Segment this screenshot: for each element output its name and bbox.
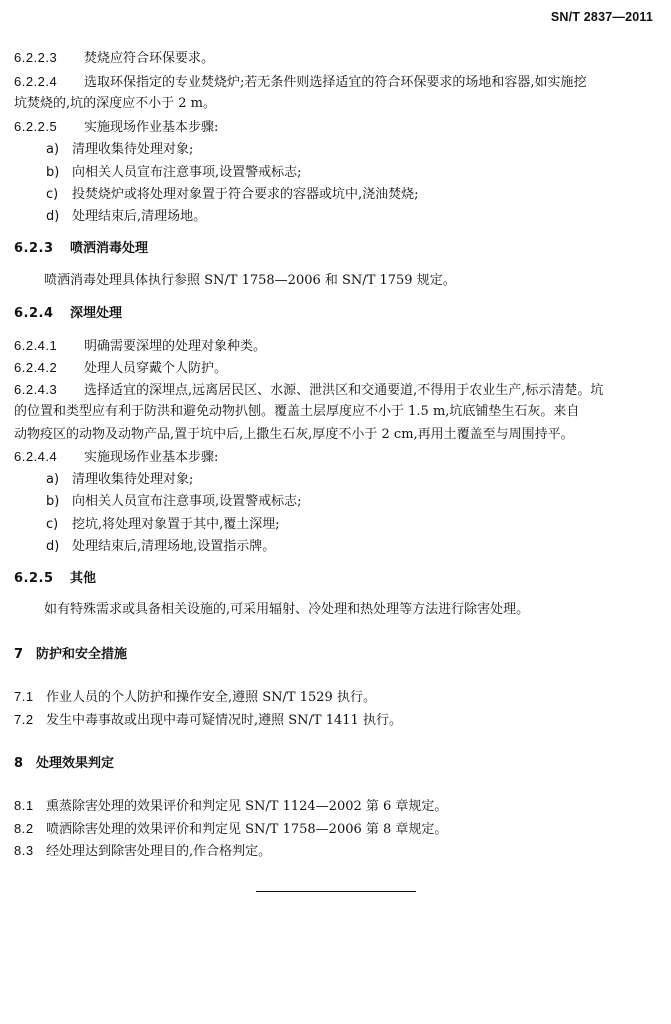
- clause-text: 选取环保指定的专业焚烧炉;若无条件则选择适宜的符合环保要求的场地和容器,如实施挖: [84, 75, 587, 90]
- clause-6-2-2-4: [14, 73, 657, 91]
- heading-title: 防护和安全措施: [36, 647, 128, 662]
- clause-text: 作业人员的个人防护和操作安全,遵照 SN/T 1529 执行。: [46, 690, 376, 705]
- clause-text: 处理人员穿戴个人防护。: [84, 361, 228, 376]
- heading-7: [14, 646, 657, 664]
- standard-code-header: SN/T 2837—2011: [550, 10, 653, 24]
- clause-text: 明确需要深埋的处理对象种类。: [84, 339, 267, 354]
- list-item: c) 挖坑,将处理对象置于其中,覆土深埋;: [46, 517, 280, 532]
- clause-text: 熏蒸除害处理的效果评价和判定见 SN/T 1124—2002 第 6 章规定。: [46, 799, 448, 814]
- heading-title: 深埋处理: [70, 306, 123, 321]
- clause-6-2-4-3-continued: 的位置和类型应有利于防洪和避免动物扒刨。覆盖土层厚度应不小于 1.5 m,坑底铺垫生石灰。来自: [14, 404, 580, 419]
- clause-7-1: [14, 688, 657, 706]
- clause-number: 6.2.5: [14, 571, 54, 586]
- clause-6-2-2-4-continued: 坑焚烧的,坑的深度应不小于 2 m。: [14, 96, 216, 111]
- heading-8: [14, 755, 657, 773]
- clause-6-2-4-3-continued: 动物疫区的动物及动物产品,置于坑中后,上撒生石灰,厚度不小于 2 cm,再用土覆盖至与周围持平。: [14, 427, 574, 442]
- clause-text: 经处理达到除害处理目的,作合格判定。: [46, 844, 272, 859]
- clause-6-2-4-4: [14, 448, 657, 466]
- list-item: d) 处理结束后,清理场地。: [46, 209, 207, 224]
- clause-number: 6.2.2.5: [14, 119, 58, 134]
- clause-number: 6.2.4.2: [14, 360, 58, 375]
- clause-number: 7.2: [14, 712, 34, 727]
- clause-6-2-2-3: [14, 49, 657, 67]
- heading-6-2-4: [14, 305, 657, 323]
- section-number: 7: [14, 647, 24, 662]
- list-item: b) 向相关人员宣布注意事项,设置警戒标志;: [46, 494, 302, 509]
- clause-number: 8.1: [14, 798, 34, 813]
- clause-8-1: [14, 797, 657, 815]
- heading-6-2-3: [14, 240, 657, 258]
- clause-text: 选择适宜的深埋点,远离居民区、水源、泄洪区和交通要道,不得用于农业生产,标示清楚。坑: [84, 383, 604, 398]
- section-number: 8: [14, 756, 24, 771]
- clause-7-2: [14, 711, 657, 729]
- clause-6-2-2-5: [14, 118, 657, 136]
- clause-number: 8.3: [14, 843, 34, 858]
- clause-text: 实施现场作业基本步骤:: [84, 120, 219, 135]
- clause-8-2: [14, 820, 657, 838]
- end-divider: [256, 891, 416, 892]
- clause-8-3: [14, 842, 657, 860]
- clause-6-2-4-1: [14, 337, 657, 355]
- paragraph: 如有特殊需求或具备相关设施的,可采用辐射、冷处理和热处理等方法进行除害处理。: [44, 602, 530, 617]
- clause-number: 6.2.3: [14, 241, 54, 256]
- clause-text: 实施现场作业基本步骤:: [84, 450, 219, 465]
- clause-6-2-4-2: [14, 359, 657, 377]
- clause-number: 6.2.2.4: [14, 74, 58, 89]
- clause-number: 7.1: [14, 689, 34, 704]
- clause-number: 6.2.4.4: [14, 449, 58, 464]
- list-item: d) 处理结束后,清理场地,设置指示牌。: [46, 539, 276, 554]
- clause-number: 6.2.2.3: [14, 50, 58, 65]
- list-item: a) 清理收集待处理对象;: [46, 142, 194, 157]
- clause-number: 6.2.4: [14, 306, 54, 321]
- heading-title: 喷洒消毒处理: [70, 241, 149, 256]
- clause-number: 6.2.4.3: [14, 382, 58, 397]
- clause-text: 发生中毒事故或出现中毒可疑情况时,遵照 SN/T 1411 执行。: [46, 713, 402, 728]
- list-item: a) 清理收集待处理对象;: [46, 472, 194, 487]
- heading-title: 其他: [70, 571, 97, 586]
- list-item: b) 向相关人员宣布注意事项,设置警戒标志;: [46, 165, 302, 180]
- clause-text: 喷洒除害处理的效果评价和判定见 SN/T 1758—2006 第 8 章规定。: [46, 822, 448, 837]
- list-item: c) 投焚烧炉或将处理对象置于符合要求的容器或坑中,浇油焚烧;: [46, 187, 419, 202]
- clause-text: 焚烧应符合环保要求。: [84, 51, 215, 66]
- paragraph: 喷洒消毒处理具体执行参照 SN/T 1758—2006 和 SN/T 1759 规定。: [44, 273, 456, 288]
- clause-number: 8.2: [14, 821, 34, 836]
- clause-6-2-4-3: [14, 381, 657, 399]
- heading-6-2-5: [14, 570, 657, 588]
- clause-number: 6.2.4.1: [14, 338, 58, 353]
- heading-title: 处理效果判定: [36, 756, 115, 771]
